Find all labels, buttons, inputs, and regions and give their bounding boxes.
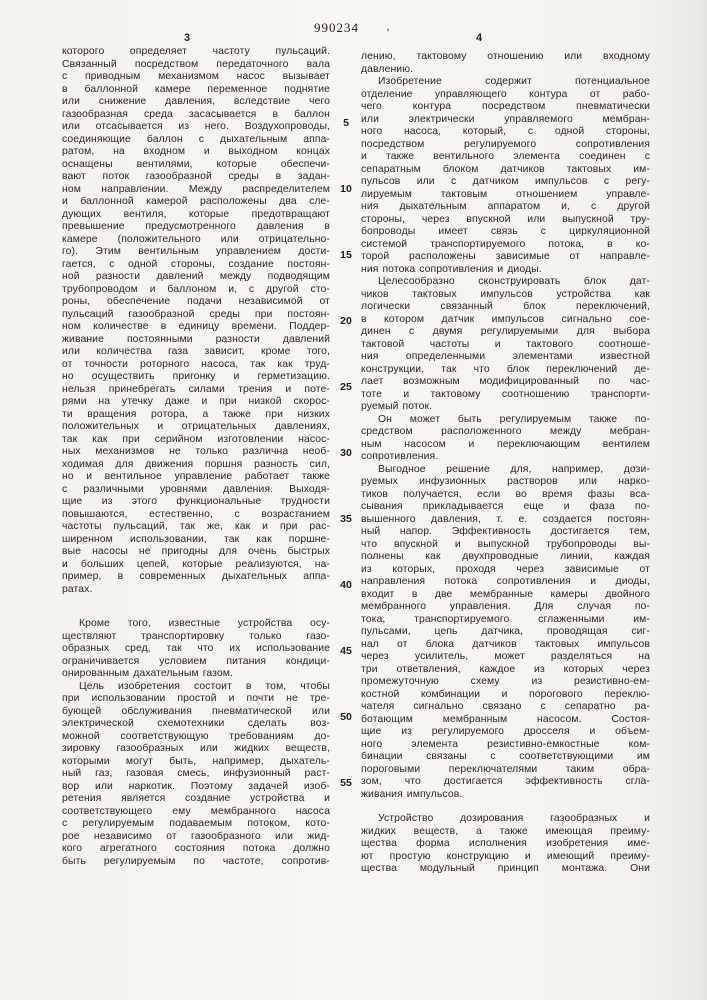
line-number: 30 [340, 447, 352, 459]
text-line: Устройство дозирования газообразных и [378, 813, 650, 824]
text-line: бующей обслуживания пневматической или [62, 705, 330, 717]
text-line: или количества газа зависит, кроме того, [62, 346, 330, 357]
text-line: Кроме того, известные устройства осу- [79, 618, 330, 629]
text-line: логически связанный блок переключений, [361, 301, 650, 312]
text-line: тоте и тактовому соотношению транспорти- [361, 388, 650, 400]
line-number: 55 [340, 777, 352, 789]
text-line: давлению. [361, 63, 414, 75]
text-line: сопротивления. [361, 451, 439, 462]
text-line: нельзя принебрегать силами трения и поте- [62, 383, 330, 395]
paragraph [62, 46, 330, 596]
page-number-left: 3 [184, 32, 191, 44]
line-number: 50 [340, 711, 352, 723]
text-line: ботающим мембранным насосом. Состоя- [361, 713, 650, 725]
text-line: можной соответствующую требованиям до- [62, 730, 330, 742]
text-line: Цель изобретения состоит в том, чтобы [79, 680, 330, 692]
text-line: пример, в современных дыхательных аппа- [62, 571, 330, 582]
text-line: положительных и отрицательных давлениях, [62, 421, 330, 432]
text-line: Целесообразно сконструировать блок дат- [378, 276, 650, 287]
text-line: ного элемента резистивно-емкостные ком- [361, 738, 650, 750]
text-line: Выгодное решение для, например, дози- [378, 463, 650, 475]
text-line: при использовании простой и почти не тре- [62, 693, 330, 704]
text-line: и баллонной камерой расположены два сле- [62, 196, 330, 207]
text-line: жидких веществ, а также имеющая преиму- [361, 825, 650, 837]
stray-mark: ’ [384, 25, 391, 41]
text-line: направления потока сопротивления и диоды, [361, 576, 650, 587]
text-line: гается, с одной стороны, создание постоян- [62, 258, 330, 270]
text-line: с различными уровнями давления. Выходя- [62, 483, 330, 495]
text-line: с приводным механизмом насос вызывает [62, 71, 330, 82]
text-line: но и вентильное управление работает также [62, 471, 330, 482]
text-line: системой транспортируемого потока, в ко- [361, 238, 650, 250]
text-line: лению, тактовому отношению или входному [361, 51, 650, 62]
paragraph [62, 681, 330, 869]
text-line: ный газ, газовая смесь, инфузионный раст- [62, 768, 330, 779]
left-column-text [62, 46, 330, 868]
text-line: ной разности давлений между подводящим [62, 271, 330, 282]
text-line: рями на утечку даже и при низкой скорос- [62, 396, 330, 407]
text-line: и также вентильного элемента соединен с [361, 151, 650, 162]
text-line: так как при серийном изготовлении насос- [62, 433, 330, 445]
paragraph [361, 51, 650, 76]
line-number: 5 [343, 117, 349, 129]
text-line: посредством регулируемого сопротивления [361, 138, 650, 150]
text-line: быть регулируемым по частоте, сопротив- [62, 855, 330, 867]
right-column-text [361, 51, 650, 876]
line-number: 15 [340, 249, 352, 261]
text-line: чателя сигнально связано с сепаратно ра- [361, 701, 650, 712]
text-line: или отсасывается из него. Воздухопроводы, [62, 121, 330, 132]
text-line: повышаются, естественно, с возрастанием [62, 508, 330, 520]
text-line: вые насосы не пригодны для очень быстрых [62, 546, 330, 557]
text-line: которыми могут быть, например, дыхатель- [62, 755, 330, 767]
text-line: ти вращения ротора, а также при низких [62, 408, 330, 420]
text-line: чиков тактовых импульсов устройства как [361, 288, 650, 300]
text-line: роны, обеспечение подачи независимой от [62, 296, 330, 307]
text-line: ществляют транспортировку только газо- [62, 630, 330, 642]
text-line: зом, что достигается эффективность сгла- [361, 776, 650, 787]
text-line: полнены как двухпроводные линии, каждая [361, 551, 650, 562]
text-line: сепаратным блоком датчиков тактовых им- [361, 163, 650, 175]
text-line: тока, транспортируемого сглаженными им- [361, 613, 650, 625]
text-line: ратах. [62, 583, 93, 595]
text-line: дующих вентиля, которые предотвращают [62, 208, 330, 220]
page-number-right: 4 [476, 32, 483, 44]
text-line: пульсаций газообразной среды при постоян- [62, 308, 330, 320]
line-number: 20 [340, 315, 352, 327]
text-line: щие из этого функциональные трудности [62, 496, 330, 507]
text-line: ный напор. Эффективность достигается тем, [361, 526, 650, 537]
text-line: или электрически управляемого мембран- [361, 113, 650, 125]
text-line: зировку газообразных или жидких веществ, [62, 743, 330, 754]
text-line: рое независимо от газообразного или жид- [62, 830, 330, 842]
text-line: костной комбинации и порогового переклю- [361, 688, 650, 700]
text-line: пороговыми переключателями таким обра- [361, 763, 650, 775]
text-line: живание постоянными разности давлений [62, 333, 330, 345]
text-line: ным насосом и переключающим вентилем [361, 438, 650, 450]
text-line: отделение управляющего контура от рабо- [361, 88, 650, 100]
text-line: но осуществить пригонку и герметизацию. [62, 371, 330, 382]
paragraph [62, 618, 330, 681]
text-line: вор или наркотик. Поэтому задачей изоб- [62, 780, 330, 792]
text-line: нал от блока датчиков тактовых импульсов [361, 638, 650, 650]
paragraph [361, 276, 650, 414]
text-line: щества форма исполнения изобретения име- [361, 838, 650, 849]
text-line: щие из регулируемого дросселя и объем- [361, 726, 650, 737]
line-number: 40 [340, 579, 352, 591]
patent-number: 990234 [314, 20, 359, 35]
text-line: лает возможным модифицированный по час- [361, 376, 650, 387]
paragraph [361, 813, 650, 876]
text-line: и больших цепей, которые реализуются, на- [62, 558, 330, 570]
text-line: ют простую конструкцию и имеющий преиму- [361, 850, 650, 862]
text-line: от точности роторного насоса, так как труд- [62, 358, 330, 370]
text-line: вают поток газообразной среды в задан- [62, 171, 330, 182]
text-line: ния определенными элементами известной [361, 351, 650, 362]
text-line: электрической схемотехники сделать воз- [62, 718, 330, 729]
text-line: частоты пульсаций, так же, как и при рас- [62, 521, 330, 532]
text-line: из которых, проходя через зависимые от [361, 563, 650, 575]
text-line: вышенного давления, т. е. создается постоян- [361, 513, 650, 525]
text-line: тактовой частоты и тактового соотноше- [361, 338, 650, 350]
line-number: 10 [340, 183, 352, 195]
text-line: которого определяет частоту пульсаций. [62, 46, 330, 57]
text-line: превышение предусмотренного давления в [62, 221, 330, 232]
text-line: ных механизмов не только различна необ- [62, 446, 330, 457]
text-line: пульсами, цепь датчика, проводящая сиг- [361, 626, 650, 637]
text-line: мембранного управления. Для случая по- [361, 601, 650, 612]
text-line: промежуточную схему из резистивно-ем- [361, 676, 650, 687]
text-line: входит в две мембранные камеры двойного [361, 588, 650, 600]
text-line: ратом, на входном и выходном концах [62, 146, 330, 157]
text-line: кого агрегатного состояния потока должно [62, 843, 330, 854]
paragraph [361, 464, 650, 802]
paragraph [361, 414, 650, 464]
text-line: пульсов или с датчиком импульсов с регу- [361, 176, 650, 187]
text-line: Он может быть регулируемым также по- [378, 413, 650, 425]
text-line: лируемым тактовым отношением управле- [361, 188, 650, 200]
text-line: стороны, через впускной или выпускной тру- [361, 213, 650, 225]
text-line: ного насоса, который, с одной стороны, [361, 126, 650, 137]
text-line: ном направлении. Между распределителем [62, 183, 330, 195]
text-line: сывания прикладывается еще и фаза по- [361, 501, 650, 512]
text-line: газообразная среда засасывается в баллон [62, 108, 330, 120]
text-line: бинации связаны с соответствующими им [361, 751, 650, 762]
text-line: через усилитель, может разделяться на [361, 651, 650, 662]
text-line: средством расположенного между мебран- [361, 426, 650, 437]
text-line: соответствующего ему мембранного насоса [62, 805, 330, 817]
text-line: с регулируемым подаваемым потоком, кото- [62, 818, 330, 829]
text-line: ном количестве в единицу времени. Поддер- [62, 321, 330, 332]
text-line: трубопроводом и баллоном и, с другой сто- [62, 283, 330, 295]
text-line: динен с двумя регулируемыми для выбора [361, 326, 650, 337]
text-line: руемый поток. [361, 401, 433, 412]
text-line: конструкции, так что блок переключений де- [361, 363, 650, 375]
text-line: ния дыхательным аппаратом и, с другой [361, 201, 650, 212]
line-number: 35 [340, 513, 352, 525]
line-number: 45 [340, 645, 352, 657]
text-line: Связанный посредством передаточного вала [62, 58, 330, 70]
text-line: чего контура посредством пневматически [361, 101, 650, 112]
paragraph [361, 76, 650, 276]
text-line: ходимая для движения поршня разность сил, [62, 458, 330, 470]
text-line: что впускной и выпускной трубопроводы вы- [361, 538, 650, 550]
text-line: торой расположены зависимые от направле- [361, 251, 650, 262]
text-line: камере (положительного или отрицательно- [62, 233, 330, 245]
text-line: ширенном использовании, так как поршне- [62, 533, 330, 545]
text-line: щества модульный принцип монтажа. Они [361, 863, 650, 874]
text-line: оснащены вентилями, которые обеспечи- [62, 158, 330, 170]
text-line: соединяющие баллон с дыхательным аппа- [62, 133, 330, 145]
text-line: руемых инфузионных растворов или нарко- [361, 476, 650, 487]
text-line: ретения является создание устройства и [62, 793, 330, 804]
text-line: го). Этим вентильным управлением дости- [62, 246, 330, 257]
text-line: ограничивается условием питания кондици- [62, 655, 330, 667]
text-line: ния потока сопротивления и диоды. [361, 263, 542, 275]
text-line: живания импульсов. [361, 788, 463, 800]
text-line: или снижение давления, вследствие чего [62, 96, 330, 107]
text-line: бопроводы имеет связь с циркуляционной [361, 226, 650, 237]
text-line: в котором датчик импульсов сигнально сое- [361, 313, 650, 325]
text-line: Изобретение содержит потенциальное [378, 76, 650, 87]
text-line: образных сред, так что их использование [62, 643, 330, 654]
text-line: тиков получается, если во время фазы вса- [361, 488, 650, 500]
text-line: в баллонной камере переменное поднятие [62, 83, 330, 95]
text-line: три ответвления, каждое из которых через [361, 663, 650, 675]
text-line: онированным дахательным газом. [62, 668, 233, 679]
line-number: 25 [340, 381, 352, 393]
